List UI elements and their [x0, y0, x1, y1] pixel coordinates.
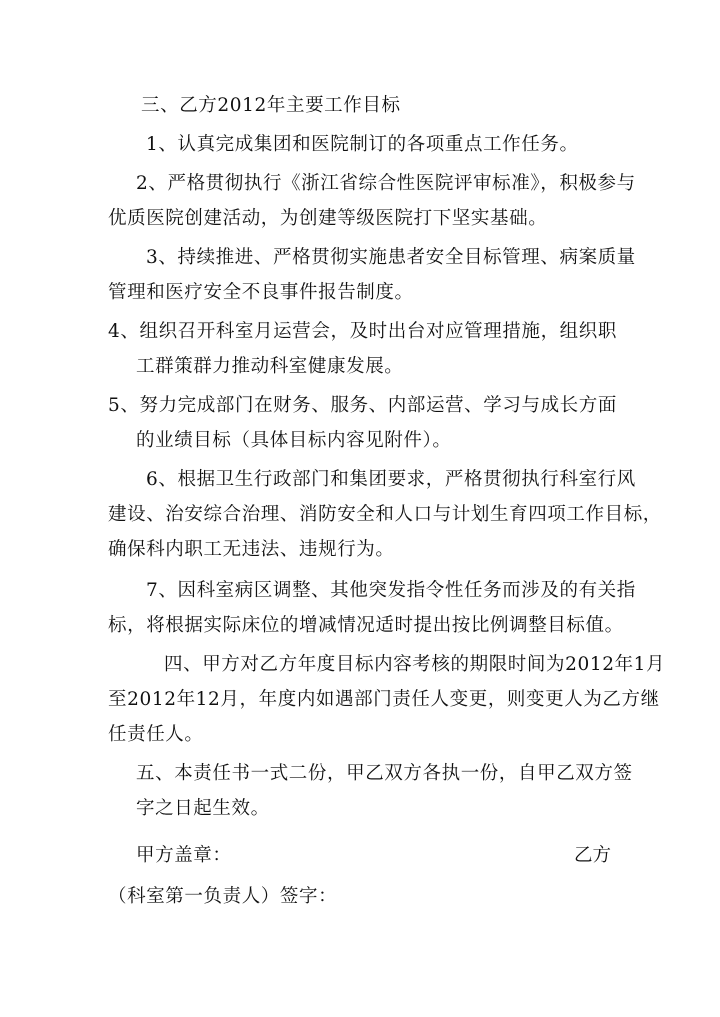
- section-4: 四、甲方对乙方年度目标内容考核的期限时间为2012年1月: [164, 654, 666, 675]
- item-4-cont: 工群策群力推动科室健康发展。: [136, 356, 404, 377]
- item-6-cont-2: 确保科内职工无违法、违规行为。: [108, 539, 395, 560]
- section-4-cont-2: 任责任人。: [108, 724, 204, 745]
- item-4: 4、组织召开科室月运营会，及时出台对应管理措施，组织职: [108, 321, 617, 342]
- item-6-cont-1: 建设、治安综合治理、消防安全和人口与计划生育四项工作目标，: [108, 504, 662, 525]
- item-2: 2、严格贯彻执行《浙江省综合性医院评审标准》，积极参与: [136, 173, 636, 194]
- party-b-signature-label: （科室第一负责人）签字：: [108, 886, 338, 907]
- section-5: 五、本责任书一式二份，甲乙双方各执一份，自甲乙双方签: [136, 763, 633, 784]
- item-3-cont: 管理和医疗安全不良事件报告制度。: [108, 282, 414, 303]
- party-b-label: 乙方: [574, 845, 612, 866]
- item-2-cont: 优质医院创建活动，为创建等级医院打下坚实基础。: [108, 208, 548, 229]
- section-5-cont: 字之日起生效。: [136, 798, 270, 819]
- section-heading: 三、乙方2012年主要工作目标: [141, 95, 401, 116]
- item-5: 5、努力完成部门在财务、服务、内部运营、学习与成长方面: [108, 395, 617, 416]
- party-a-seal-label: 甲方盖章：: [136, 845, 232, 866]
- item-7-cont: 标，将根据实际床位的增减情况适时提出按比例调整目标值。: [108, 615, 624, 636]
- item-1: 1、认真完成集团和医院制订的各项重点工作任务。: [146, 134, 579, 155]
- item-7: 7、因科室病区调整、其他突发指令性任务而涉及的有关指: [146, 580, 636, 601]
- item-6: 6、根据卫生行政部门和集团要求，严格贯彻执行科室行风: [146, 469, 636, 490]
- section-4-cont-1: 至2012年12月，年度内如遇部门责任人变更，则变更人为乙方继: [108, 689, 660, 710]
- item-5-cont: 的业绩目标（具体目标内容见附件）。: [136, 430, 452, 451]
- item-3: 3、持续推进、严格贯彻实施患者安全目标管理、病案质量: [146, 247, 636, 268]
